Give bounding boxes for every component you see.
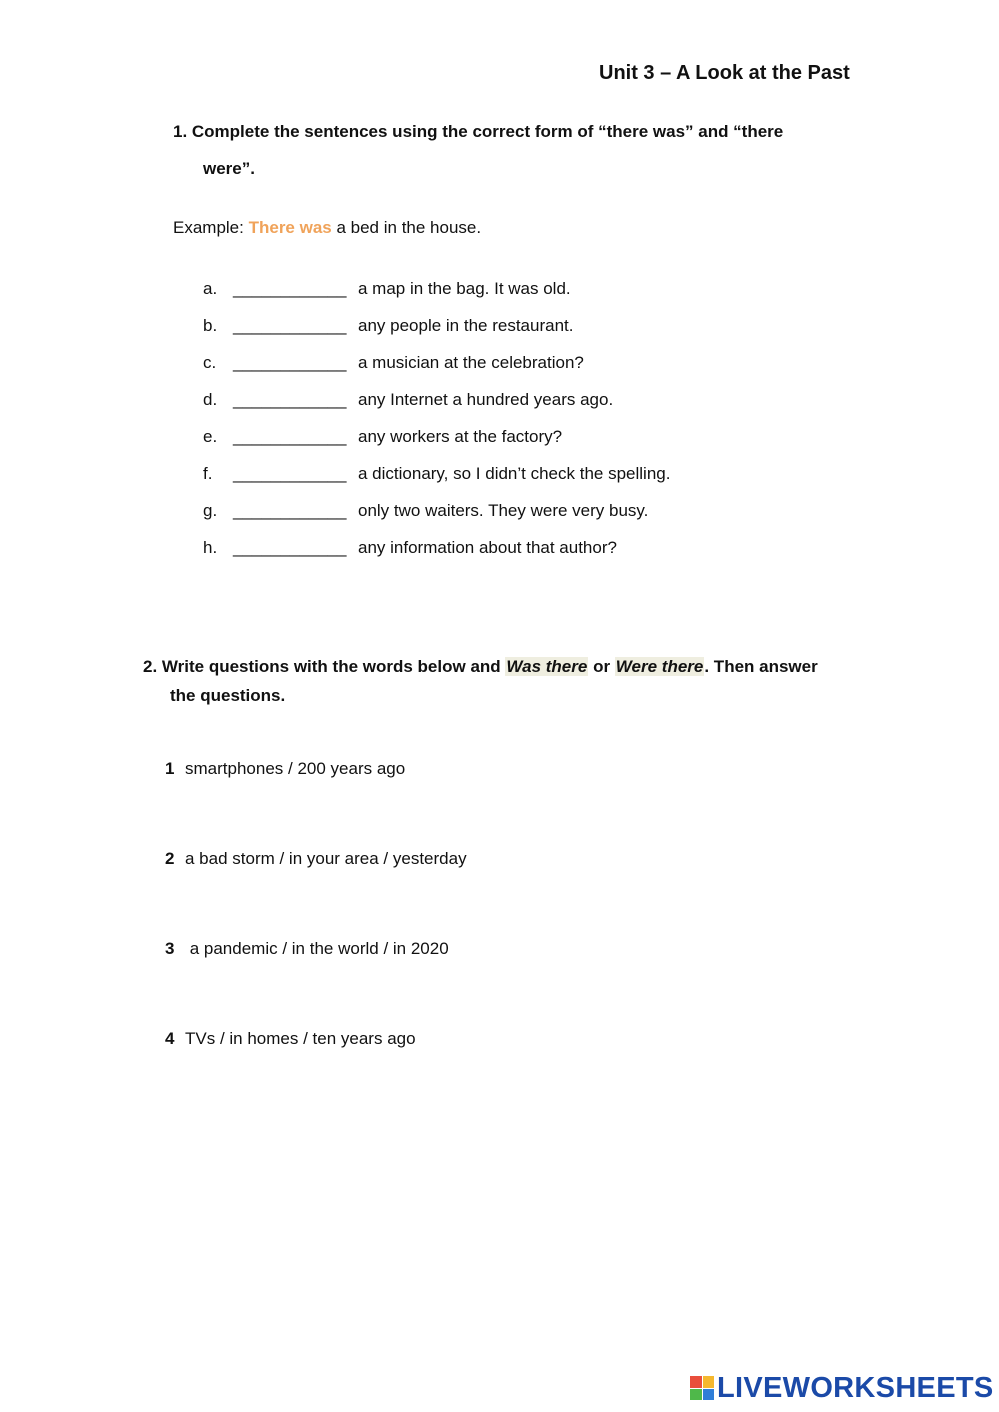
answer-blank[interactable]: ____________	[233, 427, 347, 446]
item-letter: a.	[203, 279, 218, 298]
item-letter: g.	[203, 501, 218, 520]
example-sentence	[173, 218, 481, 238]
example-highlight: There was	[248, 218, 332, 237]
answer-blank[interactable]: ____________	[233, 538, 347, 557]
example-label: Example:	[173, 218, 249, 237]
prompt-number: 3	[165, 939, 175, 958]
question-1-heading-line1: 1. Complete the sentences using the correct form of “there was” and “there	[173, 122, 784, 141]
logo-square	[690, 1376, 702, 1388]
prompt-text: a bad storm / in your area / yesterday	[185, 849, 467, 868]
answer-blank[interactable]: ____________	[233, 501, 347, 520]
heading-part: 2. Write questions with the words below and	[143, 657, 506, 676]
question-1-heading-line2: were”.	[203, 159, 255, 178]
item-text: a musician at the celebration?	[358, 353, 584, 372]
question-2-heading-line1	[143, 657, 818, 677]
item-letter: h.	[203, 538, 218, 557]
item-text: a map in the bag. It was old.	[358, 279, 571, 298]
answer-blank[interactable]: ____________	[233, 316, 347, 335]
item-letter: b.	[203, 316, 218, 335]
answer-blank[interactable]: ____________	[233, 353, 347, 372]
prompt-1	[165, 759, 405, 779]
prompt-number: 4	[165, 1029, 175, 1048]
heading-part: . Then answer	[704, 657, 818, 676]
item-letter: d.	[203, 390, 218, 409]
prompt-text: smartphones / 200 years ago	[185, 759, 406, 778]
item-text: any people in the restaurant.	[358, 316, 574, 335]
item-text: any workers at the factory?	[358, 427, 563, 446]
item-text: any information about that author?	[358, 538, 617, 557]
prompt-3	[165, 939, 449, 959]
item-text: a dictionary, so I didn’t check the spelling.	[358, 464, 671, 483]
answer-blank[interactable]: ____________	[233, 464, 347, 483]
logo-icon	[690, 1376, 714, 1400]
logo-square	[703, 1389, 715, 1401]
heading-part: or	[588, 657, 615, 676]
unit-title: Unit 3 – A Look at the Past	[599, 62, 850, 84]
logo-square	[703, 1376, 715, 1388]
answer-blank[interactable]: ____________	[233, 279, 347, 298]
prompt-2	[165, 849, 467, 869]
answer-blank[interactable]: ____________	[233, 390, 347, 409]
logo-text: LIVEWORKSHEETS	[717, 1371, 994, 1404]
item-letter: f.	[203, 464, 213, 483]
prompt-4	[165, 1029, 416, 1049]
highlight-were-there: Were there	[615, 657, 704, 676]
highlight-was-there: Was there	[506, 657, 588, 676]
question-2-heading-line2: the questions.	[170, 686, 286, 705]
prompt-number: 2	[165, 849, 175, 868]
item-text: only two waiters. They were very busy.	[358, 501, 649, 520]
prompt-text: TVs / in homes / ten years ago	[185, 1029, 416, 1048]
prompt-number: 1	[165, 759, 175, 778]
item-letter: e.	[203, 427, 218, 446]
logo-square	[690, 1389, 702, 1401]
example-rest: a bed in the house.	[331, 218, 482, 237]
liveworksheets-logo	[690, 1373, 994, 1403]
item-text: any Internet a hundred years ago.	[358, 390, 614, 409]
prompt-text: a pandemic / in the world / in 2020	[185, 939, 449, 958]
item-letter: c.	[203, 353, 217, 372]
